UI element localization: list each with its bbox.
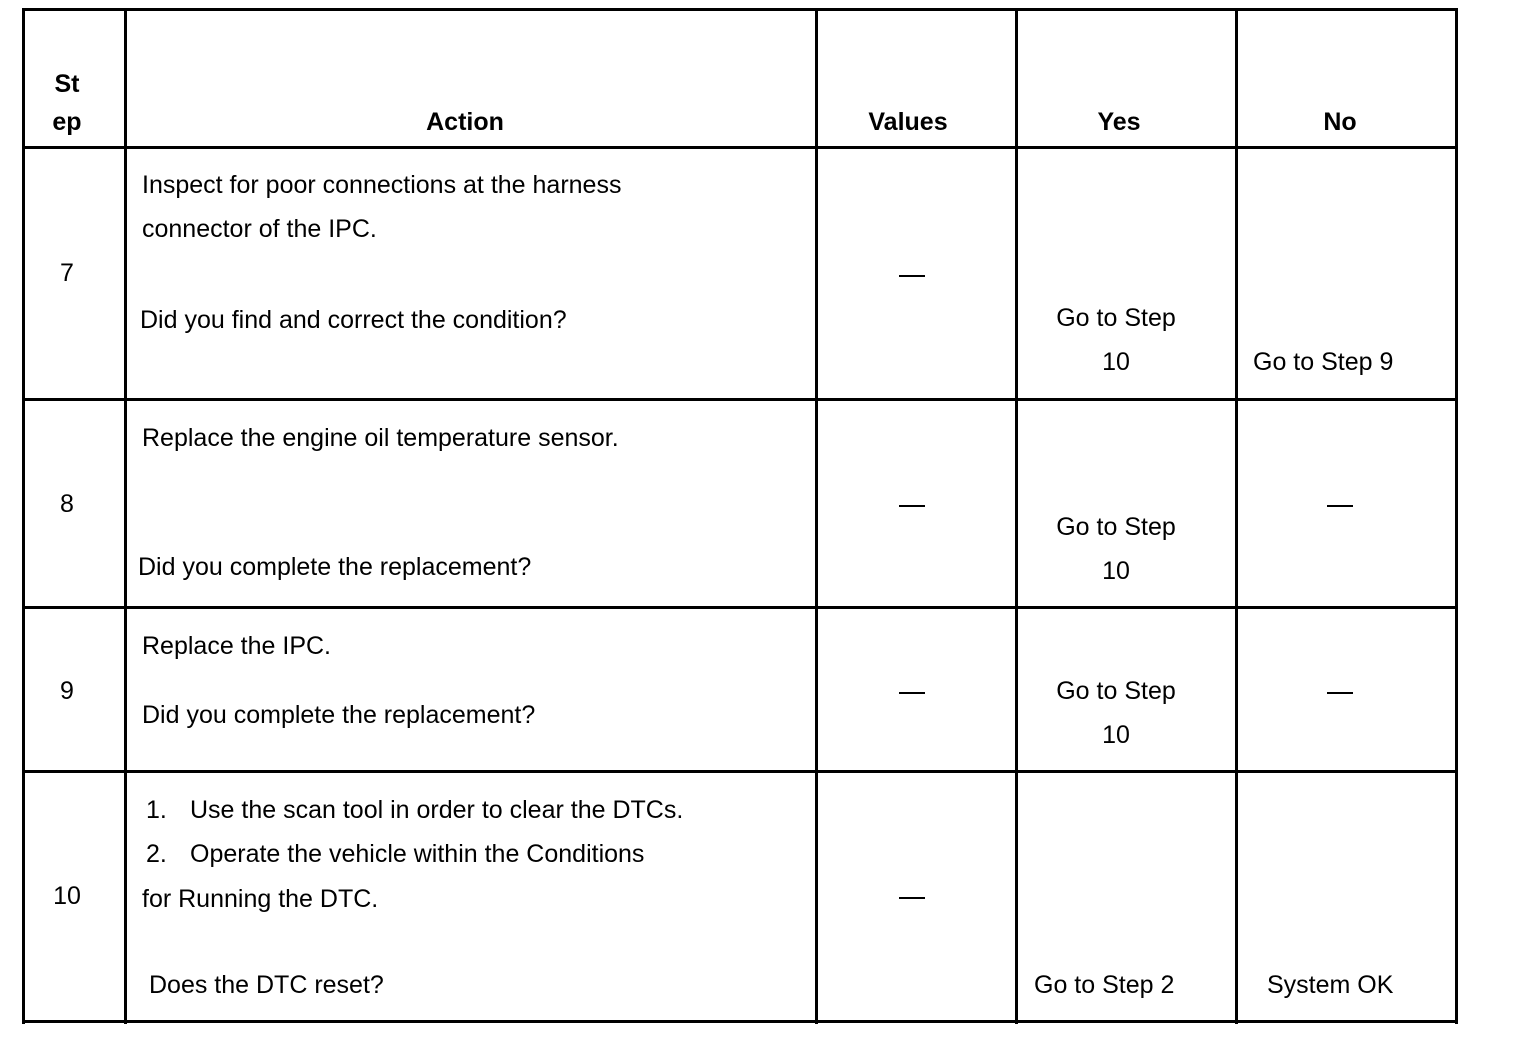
action-text: Inspect for poor connections at the harness <box>142 171 622 199</box>
yes-result: Go to Step 2 <box>1034 971 1175 999</box>
yes-result: Go to Step <box>1056 677 1176 705</box>
column-divider <box>815 8 818 1024</box>
header-step-line2: ep <box>52 108 82 136</box>
step-number: 9 <box>60 677 74 705</box>
header-step-line1: St <box>54 70 80 98</box>
header-no: No <box>1323 108 1357 136</box>
action-text: Use the scan tool in order to clear the DTCs. <box>190 796 684 824</box>
table-border-top <box>22 8 1458 11</box>
yes-result: 10 <box>1102 557 1130 585</box>
action-text: Replace the engine oil temperature sensor. <box>142 424 619 452</box>
column-divider <box>1015 8 1018 1024</box>
diagnostic-table <box>22 8 1458 1024</box>
row-divider <box>22 606 1458 609</box>
header-action: Action <box>426 108 504 136</box>
no-dash <box>1327 692 1353 694</box>
value-dash <box>899 275 925 277</box>
list-item-number: 2. <box>146 840 167 868</box>
no-result: System OK <box>1267 971 1394 999</box>
header-values: Values <box>868 108 948 136</box>
value-dash <box>899 692 925 694</box>
table-border-right <box>1455 8 1458 1024</box>
action-question: Did you complete the replacement? <box>138 553 532 581</box>
list-item-number: 1. <box>146 796 167 824</box>
column-divider <box>124 8 127 1024</box>
table-border-bottom <box>22 1020 1458 1023</box>
value-dash <box>899 505 925 507</box>
step-number: 10 <box>53 882 81 910</box>
table-border-left <box>22 8 25 1024</box>
yes-result: 10 <box>1102 721 1130 749</box>
step-number: 8 <box>60 490 74 518</box>
yes-result: Go to Step <box>1056 304 1176 332</box>
header-divider <box>22 146 1458 149</box>
yes-result: Go to Step <box>1056 513 1176 541</box>
action-question: Did you complete the replacement? <box>142 701 536 729</box>
row-divider <box>22 398 1458 401</box>
yes-result: 10 <box>1102 348 1130 376</box>
step-number: 7 <box>60 259 74 287</box>
no-result: Go to Step 9 <box>1253 348 1394 376</box>
header-yes: Yes <box>1097 108 1141 136</box>
action-text: Operate the vehicle within the Conditions <box>190 840 645 868</box>
action-text: connector of the IPC. <box>142 215 377 243</box>
row-divider <box>22 770 1458 773</box>
no-dash <box>1327 505 1353 507</box>
action-text: Replace the IPC. <box>142 632 331 660</box>
column-divider <box>1235 8 1238 1024</box>
action-question: Did you find and correct the condition? <box>140 306 567 334</box>
action-text: for Running the DTC. <box>142 885 379 913</box>
value-dash <box>899 897 925 899</box>
action-question: Does the DTC reset? <box>149 971 384 999</box>
